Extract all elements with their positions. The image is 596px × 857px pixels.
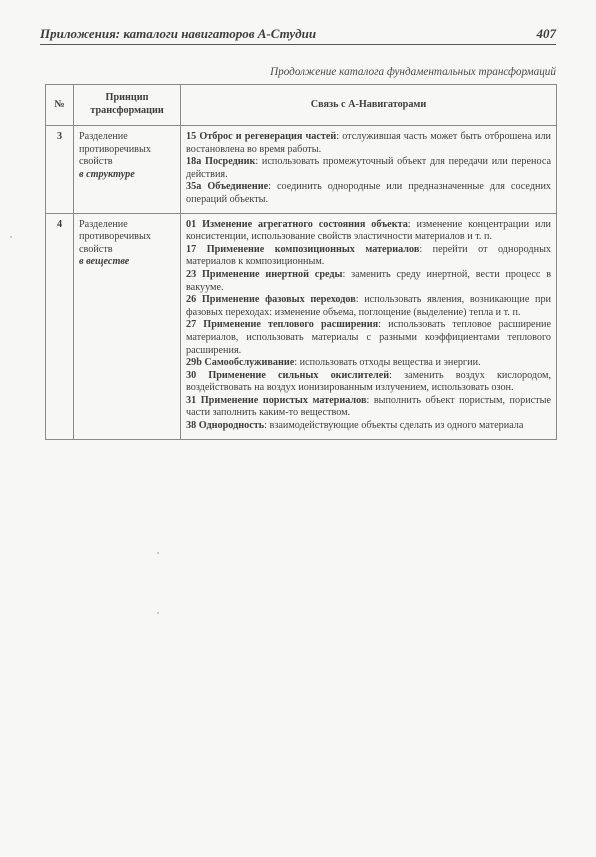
navigator-description: : отслужившая часть может быть отброшена или востановлена во время работы. [186, 131, 552, 155]
navigator-description: : использовать отходы вещества и энергии. [294, 357, 481, 369]
navigator-name: Однородность [198, 420, 265, 432]
page-number: 407 [536, 26, 556, 41]
navigator-code: 26 [186, 294, 197, 306]
principle-qualifier: в веществе [79, 256, 130, 268]
navigator-code: 15 [186, 131, 197, 142]
navigator-description: : изменение концентрации или консистенции, использование свойств эластичности материалов и т. п. [186, 218, 552, 243]
navigator-description: : заменить воздух кислородом, воздействовать на воздух ионизированным излучением, использовать озон. [186, 369, 552, 394]
scan-speck [157, 612, 159, 614]
navigator-name: Применение инертной среды [202, 268, 343, 280]
navigator-code: 23 [186, 268, 197, 280]
navigator-description: : использовать тепловое расширение материалов, использовать материалы с разными коэффициентами теплового расширения. [186, 319, 551, 356]
navigator-name: Применение фазовых переходов [201, 294, 356, 306]
row-number: 4 [46, 213, 74, 439]
navigator-code: 38 [186, 420, 197, 432]
running-header-title: Приложения: каталоги навигаторов А-Студии [40, 26, 317, 41]
table-header-row [46, 85, 557, 126]
continued-caption: Продолжение каталога фундаментальных трансформаций [270, 66, 556, 78]
navigator-entry [186, 370, 551, 395]
navigator-description: : перейти от однородных материалов к композиционным. [186, 243, 552, 268]
column-header-links: Связь с А-Навигаторами [181, 85, 557, 126]
navigator-code: 01 [186, 218, 197, 230]
running-header [40, 26, 556, 42]
navigator-description: : заменить среду инертной, вести процесс в вакууме. [186, 268, 552, 293]
navigator-name: Применение пористых материалов [200, 394, 367, 406]
principle-text: Разделение противоречивых свойств [79, 218, 151, 255]
navigator-links-cell [181, 213, 557, 439]
table-row [46, 126, 557, 214]
column-header-number: № [46, 85, 74, 126]
navigator-code: 18а [186, 156, 202, 168]
navigator-code: 17 [186, 243, 197, 255]
navigator-entry [186, 269, 551, 294]
navigator-description: : использовать промежуточный объект для передачи или переноса действия. [186, 156, 551, 180]
navigator-entry [186, 131, 551, 156]
principle-cell [74, 126, 181, 214]
table-row [46, 213, 557, 439]
navigator-name: Посредник [205, 156, 256, 168]
navigator-entry [186, 319, 551, 357]
scan-speck [10, 236, 12, 238]
navigator-entry [186, 357, 551, 370]
navigator-description: : использовать явления, возникающие при фазовых переходах: изменение объема, поглощение (выделение) тепла и т. п. [186, 294, 551, 318]
navigator-name: Применение сильных окислителей [208, 369, 390, 381]
row-number: 3 [46, 126, 74, 214]
navigator-description: : выполнить объект пористым, пористые части заполнить каким-то веществом. [186, 394, 551, 419]
navigator-code: 29b [186, 357, 202, 369]
navigator-name: Отброс и регенерация частей [199, 131, 337, 142]
navigator-name: Самообслуживание [204, 357, 295, 369]
navigator-entry [186, 219, 551, 244]
principle-qualifier: в структуре [79, 168, 135, 180]
navigator-name: Объединение [207, 181, 269, 193]
navigator-code: 35а [186, 181, 202, 193]
navigator-entry [186, 181, 551, 206]
navigator-name: Применение теплового расширения [203, 319, 379, 331]
transformation-catalog-table [45, 84, 557, 440]
navigator-links-cell [181, 126, 557, 214]
principle-cell [74, 213, 181, 439]
navigator-code: 31 [186, 394, 197, 406]
navigator-entry [186, 395, 551, 420]
navigator-code: 30 [186, 369, 197, 381]
navigator-entry [186, 156, 551, 181]
navigator-entry [186, 420, 551, 433]
scan-speck [157, 552, 159, 554]
navigator-name: Применение композиционных материалов [206, 243, 420, 255]
header-rule [40, 44, 556, 45]
navigator-code: 27 [186, 319, 197, 331]
principle-text: Разделение противоречивых свойств [79, 131, 151, 168]
column-header-principle: Принцип трансформации [74, 85, 181, 126]
navigator-entry [186, 244, 551, 269]
navigator-description: : взаимодействующие объекты сделать из одного материала [264, 420, 524, 432]
navigator-name: Изменение агрегатного состояния объекта [202, 218, 408, 230]
navigator-description: : соединить однородные или предназначенные для соседних операций объекты. [186, 181, 552, 205]
navigator-entry [186, 294, 551, 319]
